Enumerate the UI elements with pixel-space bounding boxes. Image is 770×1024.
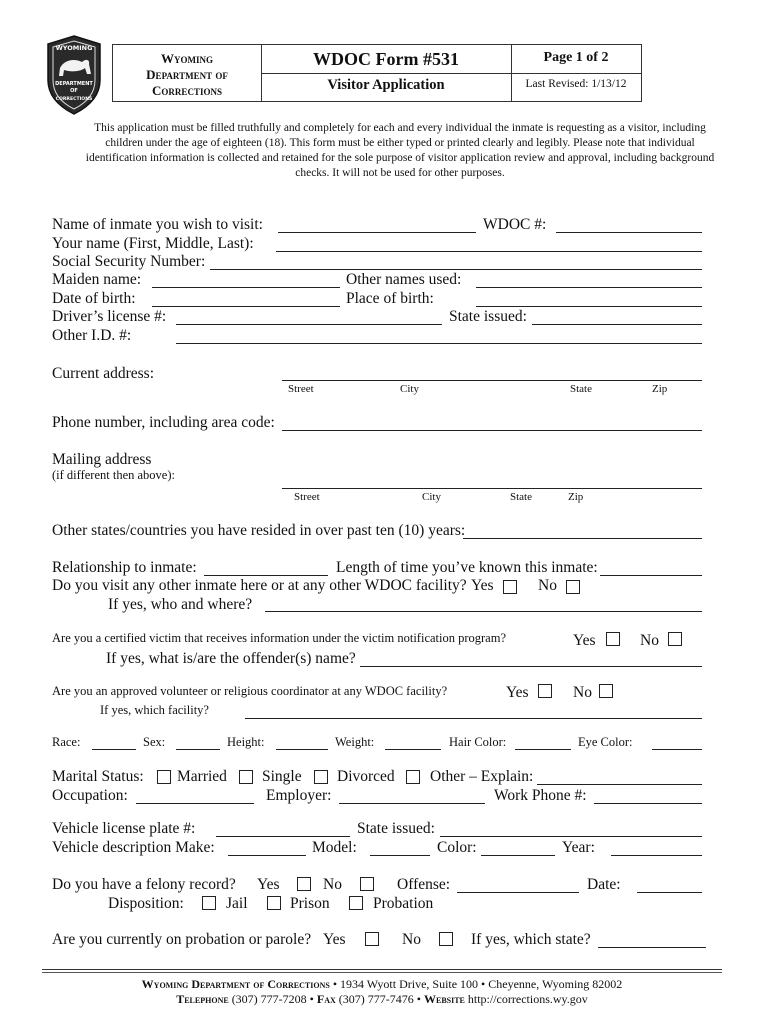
visit-other-label: Do you visit any other inmate here or at any other WDOC facility? [52,577,467,594]
volunteer-no-checkbox[interactable] [599,684,613,698]
vehicle-state-label: State issued: [357,820,435,837]
form-number: WDOC Form #531 [313,49,459,69]
divorced-label: Divorced [337,768,395,785]
svg-text:CORRECTIONS: CORRECTIONS [55,97,93,102]
volunteer-no-label: No [573,684,592,701]
plate-label: Vehicle license plate #: [52,820,196,837]
vehicle-model-field[interactable] [370,855,430,856]
visit-other-no-label: No [538,577,557,594]
other-marital-checkbox[interactable] [406,770,420,784]
footer-tel: (307) 777-7208 • [228,992,317,1006]
which-facility-label: If yes, which facility? [100,703,209,717]
maiden-name-label: Maiden name: [52,271,142,288]
divorced-checkbox[interactable] [314,770,328,784]
ssn-field[interactable] [210,269,702,270]
vehicle-color-label: Color: [437,839,477,856]
agency-name-line1: Wyoming [161,51,213,66]
current-address-label: Current address: [52,365,155,382]
probation-no-label: No [402,931,421,948]
other-names-label: Other names used: [346,271,462,288]
which-facility-field[interactable] [245,718,702,719]
probation-no-checkbox[interactable] [439,932,453,946]
victim-yes-label: Yes [573,632,596,649]
inmate-name-label: Name of inmate you wish to visit: [52,216,263,233]
married-checkbox[interactable] [157,770,171,784]
relationship-label: Relationship to inmate: [52,559,197,576]
phone-field[interactable] [282,430,702,431]
visit-other-yes-label: Yes [471,577,494,594]
footer-divider [42,969,722,970]
probation-checkbox[interactable] [349,896,363,910]
offense-field[interactable] [457,892,579,893]
city-caption: City [400,383,419,395]
victim-label: Are you a certified victim that receives information under the victim notification program? [52,631,507,645]
form-header-table [112,44,642,102]
marital-status-label: Marital Status: [52,768,144,785]
last-revised: Last Revised: 1/13/12 [525,78,627,90]
other-states-field[interactable] [463,538,702,539]
vehicle-color-field[interactable] [481,855,555,856]
disposition-label: Disposition: [108,895,184,912]
drivers-license-label: Driver’s license #: [52,308,167,325]
other-names-field[interactable] [476,287,702,288]
sex-field[interactable] [176,749,220,750]
zip-caption: Zip [652,383,668,395]
other-id-label: Other I.D. #: [52,327,132,344]
vehicle-year-field[interactable] [611,855,702,856]
footer-web-label: Website [423,992,465,1006]
footer-tel-label: Telephone [176,992,229,1006]
footer-contact-line [42,992,722,1007]
felony-date-field[interactable] [637,892,702,893]
hair-color-label: Hair Color: [449,735,507,749]
footer-divider-thin [42,972,722,973]
jail-label: Jail [226,895,248,912]
volunteer-label: Are you an approved volunteer or religious coordinator at any WDOC facility? [52,684,448,698]
occupation-label: Occupation: [52,787,128,804]
other-explain-field[interactable] [537,784,702,785]
svg-text:OF: OF [70,88,78,94]
pob-field[interactable] [476,306,702,307]
victim-yes-checkbox[interactable] [606,632,620,646]
intro-paragraph: This application must be filled truthfully and completely for each and every individual the inmate is requesting as a visitor, including children under the age of eighteen (18). This form must be either typed or printed clearly and legibly. Please note that individual identification information is collected and retained for the sole purpose of visitor application review and approval, including background checks. It will not be used for other purposes. [85,122,715,179]
plate-field[interactable] [216,836,350,837]
length-known-label: Length of time you’ve known this inmate: [336,559,598,576]
felony-date-label: Date: [587,876,621,893]
state-caption: State [570,383,592,395]
current-address-field[interactable] [282,380,702,381]
other-explain-label: Other – Explain: [430,768,534,785]
offense-label: Offense: [397,876,451,893]
occupation-field[interactable] [136,803,254,804]
footer-fax: (307) 777-7476 • [335,992,424,1006]
victim-no-label: No [640,632,659,649]
inmate-name-field[interactable] [278,232,476,233]
jail-checkbox[interactable] [202,896,216,910]
visit-other-yes-checkbox[interactable] [503,580,517,594]
work-phone-field[interactable] [594,803,702,804]
wdoc-number-label: WDOC #: [483,216,547,233]
sex-label: Sex: [143,735,166,749]
who-where-field[interactable] [265,611,702,612]
drivers-license-field[interactable] [176,324,442,325]
mailing-address-label: Mailing address [52,451,152,468]
felony-yes-label: Yes [257,876,280,893]
offender-label: If yes, what is/are the offender(s) name? [106,650,356,667]
footer-address-line [42,977,722,992]
other-states-label: Other states/countries you have resided in over past ten (10) years: [52,522,466,539]
your-name-field[interactable] [276,251,702,252]
eye-color-label: Eye Color: [578,735,633,749]
mailing-state-caption: State [510,491,532,503]
who-where-label: If yes, who and where? [108,596,253,613]
dl-state-label: State issued: [449,308,527,325]
employer-field[interactable] [339,803,485,804]
vehicle-make-label: Vehicle description Make: [52,839,215,856]
mailing-address-note: (if different then above): [52,468,175,482]
volunteer-yes-checkbox[interactable] [538,684,552,698]
street-caption: Street [288,383,314,395]
probation-parole-label: Are you currently on probation or parole? [52,931,312,948]
single-label: Single [262,768,302,785]
svg-text:WYOMING: WYOMING [55,44,93,52]
work-phone-label: Work Phone #: [494,787,587,804]
footer-fax-label: Fax [316,992,336,1006]
wdoc-seal-logo [44,34,104,116]
vehicle-make-field[interactable] [228,855,306,856]
wdoc-number-field[interactable] [556,232,702,233]
dl-state-field[interactable] [532,324,702,325]
height-field[interactable] [276,749,328,750]
weight-label: Weight: [335,735,375,749]
victim-no-checkbox[interactable] [668,632,682,646]
mailing-street-caption: Street [294,491,320,503]
which-state-label: If yes, which state? [471,931,591,948]
visit-other-no-checkbox[interactable] [566,580,580,594]
probation-yes-label: Yes [323,931,346,948]
length-known-field[interactable] [600,575,702,576]
race-label: Race: [52,735,81,749]
probation-yes-checkbox[interactable] [365,932,379,946]
page-number: Page 1 of 2 [543,50,609,65]
mailing-address-field[interactable] [282,488,702,489]
agency-name-line3: Corrections [152,83,222,98]
prison-label: Prison [290,895,330,912]
hair-color-field[interactable] [515,749,571,750]
form-title: Visitor Application [327,77,445,93]
footer-website-link[interactable]: http://corrections.wy.gov [464,992,588,1006]
single-checkbox[interactable] [239,770,253,784]
footer-address: • 1934 Wyott Drive, Suite 100 • Cheyenne, Wyoming 82002 [329,977,623,991]
height-label: Height: [227,735,265,749]
footer-org: Wyoming Department of Corrections [141,977,330,991]
pob-label: Place of birth: [346,290,434,307]
vehicle-model-label: Model: [312,839,357,856]
offender-field[interactable] [360,666,702,667]
volunteer-yes-label: Yes [506,684,529,701]
mailing-city-caption: City [422,491,441,503]
race-field[interactable] [92,749,136,750]
mailing-zip-caption: Zip [568,491,584,503]
maiden-name-field[interactable] [152,287,340,288]
felony-no-checkbox[interactable] [360,877,374,891]
dob-field[interactable] [152,306,340,307]
vehicle-state-field[interactable] [440,836,702,837]
agency-name-line2: Department of [146,67,228,82]
probation-label: Probation [373,895,434,912]
phone-label: Phone number, including area code: [52,414,275,431]
weight-field[interactable] [385,749,441,750]
felony-label: Do you have a felony record? [52,876,236,893]
relationship-field[interactable] [204,575,328,576]
which-state-field[interactable] [598,947,706,948]
svg-text:DEPARTMENT: DEPARTMENT [55,81,93,87]
felony-yes-checkbox[interactable] [297,877,311,891]
dob-label: Date of birth: [52,290,136,307]
employer-label: Employer: [266,787,332,804]
prison-checkbox[interactable] [267,896,281,910]
felony-no-label: No [323,876,342,893]
your-name-label: Your name (First, Middle, Last): [52,235,254,252]
eye-color-field[interactable] [652,749,702,750]
other-id-field[interactable] [176,343,702,344]
married-label: Married [177,768,227,785]
vehicle-year-label: Year: [562,839,595,856]
ssn-label: Social Security Number: [52,253,206,270]
